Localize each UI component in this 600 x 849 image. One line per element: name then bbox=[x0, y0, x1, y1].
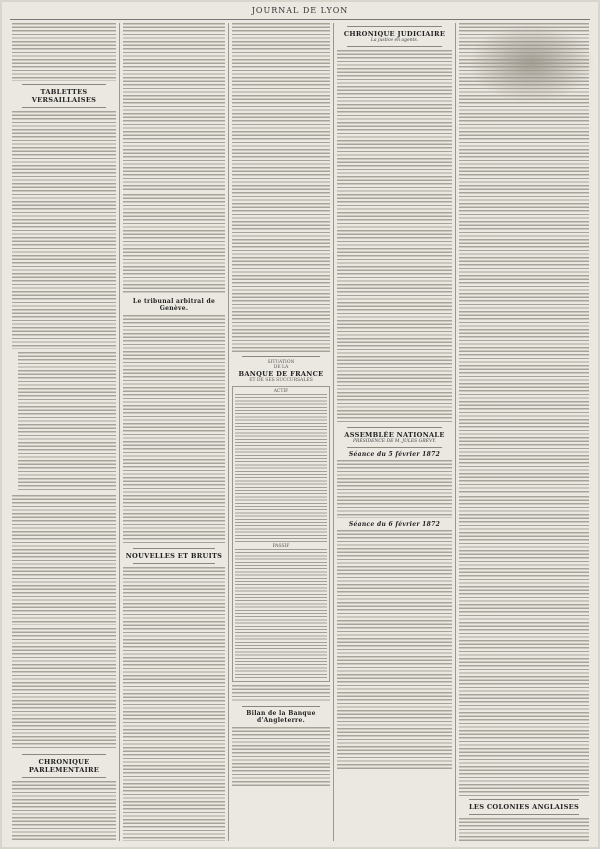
separator bbox=[133, 548, 215, 549]
column-divider bbox=[228, 23, 229, 841]
text-block bbox=[123, 567, 225, 841]
seance-heading-2: Séance du 6 février 1872 bbox=[348, 521, 441, 528]
column-divider bbox=[333, 23, 334, 841]
text-block bbox=[18, 352, 116, 492]
seance-heading-1: Séance du 5 février 1872 bbox=[348, 451, 441, 458]
text-block bbox=[459, 818, 589, 841]
text-block bbox=[12, 495, 116, 625]
text-block bbox=[12, 111, 116, 349]
bank-passif-rows bbox=[235, 549, 327, 679]
bank-note: ET DE SES SUCCURSALES bbox=[249, 378, 313, 383]
separator bbox=[22, 84, 106, 85]
section-heading-colonies-anglaises: LES COLONIES ANGLAISES bbox=[468, 803, 580, 811]
section-heading-chronique-parlementaire: CHRONIQUE PARLEMENTAIRE bbox=[28, 758, 100, 774]
bank-actif-label: ACTIF bbox=[273, 389, 289, 394]
text-block bbox=[12, 628, 116, 748]
text-block bbox=[337, 530, 452, 770]
separator bbox=[22, 754, 106, 755]
bank-passif-label: PASSIF bbox=[272, 544, 290, 549]
text-block bbox=[123, 194, 225, 294]
section-heading-nouvelles-et-bruits: NOUVELLES ET BRUITS bbox=[125, 552, 223, 560]
bank-situation-label: SITUATION bbox=[267, 360, 295, 365]
bank-actif-rows bbox=[235, 394, 327, 544]
bank-de-la-label: DE LA bbox=[273, 365, 289, 370]
separator bbox=[347, 26, 442, 27]
column-4 bbox=[337, 23, 452, 841]
bank-statement-table bbox=[232, 386, 330, 682]
column-5 bbox=[459, 23, 589, 841]
separator bbox=[469, 814, 579, 815]
text-block bbox=[337, 460, 452, 518]
text-block bbox=[459, 496, 589, 796]
england-bank-heading: Bilan de la Banque d'Angleterre. bbox=[246, 710, 316, 724]
column-2 bbox=[123, 23, 225, 841]
text-block bbox=[232, 685, 330, 703]
text-block bbox=[459, 23, 589, 493]
column-divider bbox=[455, 23, 456, 841]
section-heading-tablettes: TABLETTES VERSAILLAISES bbox=[31, 88, 97, 104]
newspaper-page bbox=[2, 2, 598, 847]
text-block bbox=[232, 23, 330, 353]
text-block bbox=[12, 23, 116, 81]
separator bbox=[22, 107, 106, 108]
separator bbox=[347, 427, 442, 428]
column-3 bbox=[232, 23, 330, 841]
separator bbox=[469, 799, 579, 800]
text-block bbox=[12, 781, 116, 841]
separator bbox=[242, 356, 320, 357]
section-subheading: La justice en agents. bbox=[370, 38, 419, 43]
text-block bbox=[123, 23, 225, 191]
presidency-line: PRÉSIDENCE DE M. JULES GRÉVY. bbox=[352, 439, 437, 444]
text-block bbox=[123, 315, 225, 545]
text-block bbox=[232, 727, 330, 787]
separator bbox=[133, 563, 215, 564]
separator bbox=[22, 777, 106, 778]
section-heading-chronique-judiciaire: CHRONIQUE JUDICIAIRE bbox=[343, 30, 446, 38]
column-divider bbox=[119, 23, 120, 841]
separator bbox=[347, 447, 442, 448]
masthead: JOURNAL DE LYON bbox=[251, 6, 349, 15]
column-1 bbox=[12, 23, 116, 841]
section-heading-assemblee-nationale: ASSEMBLÉE NATIONALE bbox=[344, 431, 445, 439]
section-heading-tribunal-arbitral: Le tribunal arbitral de Genève. bbox=[132, 298, 216, 312]
separator bbox=[242, 706, 320, 707]
text-block bbox=[337, 50, 452, 422]
bank-heading: BANQUE DE FRANCE bbox=[238, 370, 324, 378]
separator bbox=[347, 46, 442, 47]
masthead-rule bbox=[10, 19, 590, 20]
